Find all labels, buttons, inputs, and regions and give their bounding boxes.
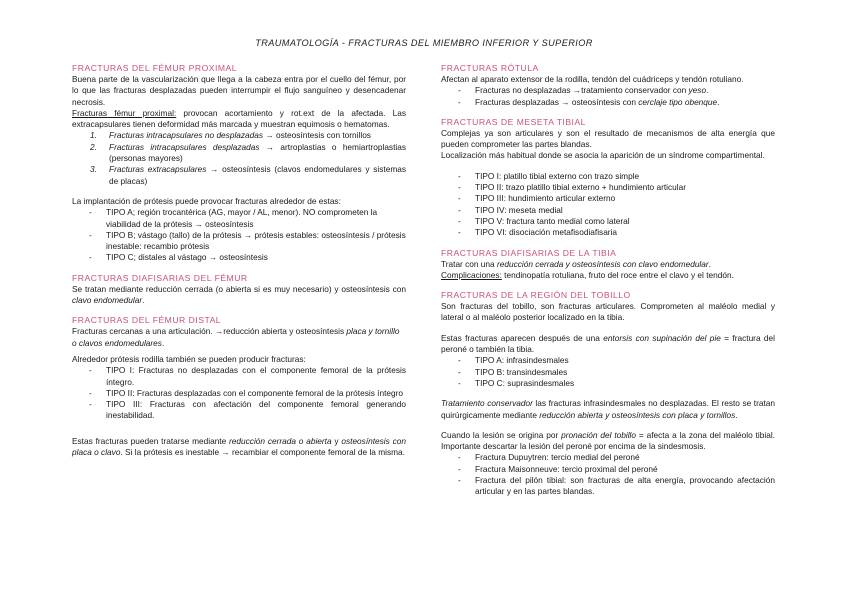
list-item: - TIPO III: Fracturas con afectación del componente femoral generando inestabilidad.	[72, 399, 406, 422]
list-item: 1. Fracturas intracapsulares no desplazadas → osteosíntesis con tornillos	[90, 130, 371, 141]
list-item: - TIPO B: transindesmales	[441, 367, 775, 378]
tobillo-tratamiento: Tratamiento conservador las fracturas infrasindesmales no desplazadas. El resto se tratan quirúrgicamente mediante reducción abierta y osteosíntesis con placa y tornillos.	[441, 398, 775, 420]
list-item: - TIPO A; región trocantérica (AG, mayor / AL, menor). NO comprometen la viabilidad de la prótesis → osteosíntesis	[72, 207, 406, 230]
meseta-p1: Complejas ya son articulares y son el resultado de mecanismos de alta energía que pueden comprometer las partes blandas.	[441, 127, 775, 150]
rotula-text: Afectan al aparato extensor de la rodilla, tendón del cuádriceps y tendón rotuliano.	[441, 74, 744, 84]
list-item: - Fracturas desplazadas → osteosíntesis con cerclaje tipo obenque.	[441, 97, 775, 108]
heading-tobillo: FRACTURAS DE LA REGIÓN DEL TOBILLO	[441, 290, 631, 301]
list-item: - TIPO II: Fracturas desplazadas con el componente femoral de la prótesis íntegro	[72, 388, 406, 399]
meseta-list	[441, 171, 775, 239]
right-column	[441, 63, 775, 498]
heading-femur-proximal: FRACTURAS DEL FÉMUR PROXIMAL	[72, 63, 238, 73]
tobillo-p2: Estas fracturas aparecen después de una entorsis con supinación del pie = fractura del peroné o también la tibia.	[441, 332, 775, 355]
list-item: 2. Fracturas intracapsulares desplazadas → artroplastias o hemiartroplastias (personas mayores)	[90, 141, 406, 164]
list-item: - TIPO I: platillo tibial externo con trazo simple	[441, 171, 775, 182]
list-item: - TIPO IV: meseta medial	[441, 205, 775, 216]
list-item: - TIPO VI: disociación metafisodiafisaria	[441, 227, 775, 238]
diafisarias-tibia-complicaciones: Complicaciones: tendinopatía rotuliana, fruto del roce entre el clavo y el tendón.	[441, 269, 734, 280]
list-item: - TIPO V: fractura tanto medial como lateral	[441, 216, 775, 227]
femur-distal-text: Fracturas cercanas a una articulación. →reducción abierta y osteosíntesis placa y tornillo o clavos endomedulares.	[72, 326, 400, 348]
page-title: TRAUMATOLOGÍA - FRACTURAS DEL MIEMBRO INFERIOR Y SUPERIOR	[255, 38, 593, 48]
heading-femur-distal: FRACTURAS DEL FÉMUR DISTAL	[72, 315, 222, 326]
femur-distal-tratamiento: Estas fracturas pueden tratarse mediante reducción cerrada o abierta y osteosíntesis con placa o clavo. Si la prótesis es inestable → recambiar el componente femoral de la misma.	[72, 435, 406, 458]
list-item: - Fractura Maisonneuve: tercio proximal del peroné	[441, 464, 775, 475]
list-item: - TIPO I: Fracturas no desplazadas con el componente femoral de la prótesis íntegro.	[72, 365, 406, 388]
list-item: - TIPO C; distales al vástago → osteosíntesis	[72, 252, 406, 263]
list-item: - Fractura del pilón tibial: son fracturas de alta energía, provocando afectación articular y en las partes blandas.	[441, 475, 775, 498]
tobillo-fracturas-list	[441, 452, 775, 497]
heading-rotula: FRACTURAS RÓTULA	[441, 63, 539, 73]
protesis-rodilla-intro: Alrededor prótesis rodilla también se pueden producir fracturas:	[72, 353, 306, 364]
diafisarias-femur-text: Se tratan mediante reducción cerrada (o abierta si es muy necesario) y osteosíntesis con clavo endomedular.	[72, 283, 406, 306]
rotula-list	[441, 85, 775, 108]
meseta-p2: Localización más habitual donde se asocia la aparición de un síndrome compartimental.	[441, 150, 765, 161]
femur-proximal-list	[72, 130, 406, 186]
list-item: - Fractura Dupuytren: tercio medial del peroné	[441, 452, 775, 463]
list-item: - Fracturas no desplazadas →tratamiento conservador con yeso.	[441, 85, 775, 96]
signs-label: Fracturas fémur proximal:	[72, 107, 177, 118]
list-item: - TIPO III: hundimiento articular externo	[441, 193, 775, 204]
tobillo-pronacion: Cuando la lesión se origina por pronación del tobillo = afecta a la zona del maléolo tibial. Importante descartar la lesión del peroné por encima de la sindesmosis.	[441, 429, 775, 452]
heading-diafisarias-tibia: FRACTURAS DIAFISARIAS DE LA TIBIA	[441, 247, 617, 258]
heading-diafisarias-femur: FRACTURAS DIAFISARIAS DEL FÉMUR	[72, 272, 248, 283]
heading-meseta-tibial: FRACTURAS DE MESETA TIBIAL	[441, 116, 586, 127]
list-item: - TIPO B; vástago (tallo) de la prótesis → prótesis estables: osteosíntesis / prótesis inestable: recambio prótesis	[72, 230, 406, 253]
list-item: - TIPO II: trazo platillo tibial externo + hundimiento articular	[441, 182, 775, 193]
tobillo-p1: Son fracturas del tobillo, son fracturas articulares. Comprometen al maléolo medial y lateral o al maléolo posterior localizado en la tibia.	[441, 301, 775, 323]
tobillo-types	[441, 355, 775, 389]
protesis-cadera-intro: La implantación de prótesis puede provocar fracturas alrededor de estas:	[72, 195, 341, 206]
diafisarias-tibia-text: Tratar con una reducción cerrada y osteosíntesis con clavo endomedular.	[441, 258, 711, 269]
list-item: - TIPO C: suprasindesmales	[441, 378, 775, 389]
femur-proximal-intro: Buena parte de la vascularización que llega a la cabeza entra por el cuello del fémur, por lo que las fracturas desplazadas pueden interrumpir el flujo sanguíneo y desencadenar necrosis.	[72, 74, 406, 107]
list-item: - TIPO A: infrasindesmales	[441, 355, 775, 366]
protesis-cadera-list	[72, 207, 406, 263]
femur-proximal-signs	[72, 108, 406, 131]
protesis-rodilla-list	[72, 365, 406, 421]
list-item: 3. Fracturas extracapsulares → osteosíntesis (clavos endomedulares y sistemas de placas)	[90, 164, 406, 186]
signs-text: provocan acortamiento y rot.ext de la afectada. Las extracapsulares tienen deformidad más marcada y muestran equimosis o hematomas.	[72, 107, 406, 130]
left-column	[72, 63, 406, 458]
